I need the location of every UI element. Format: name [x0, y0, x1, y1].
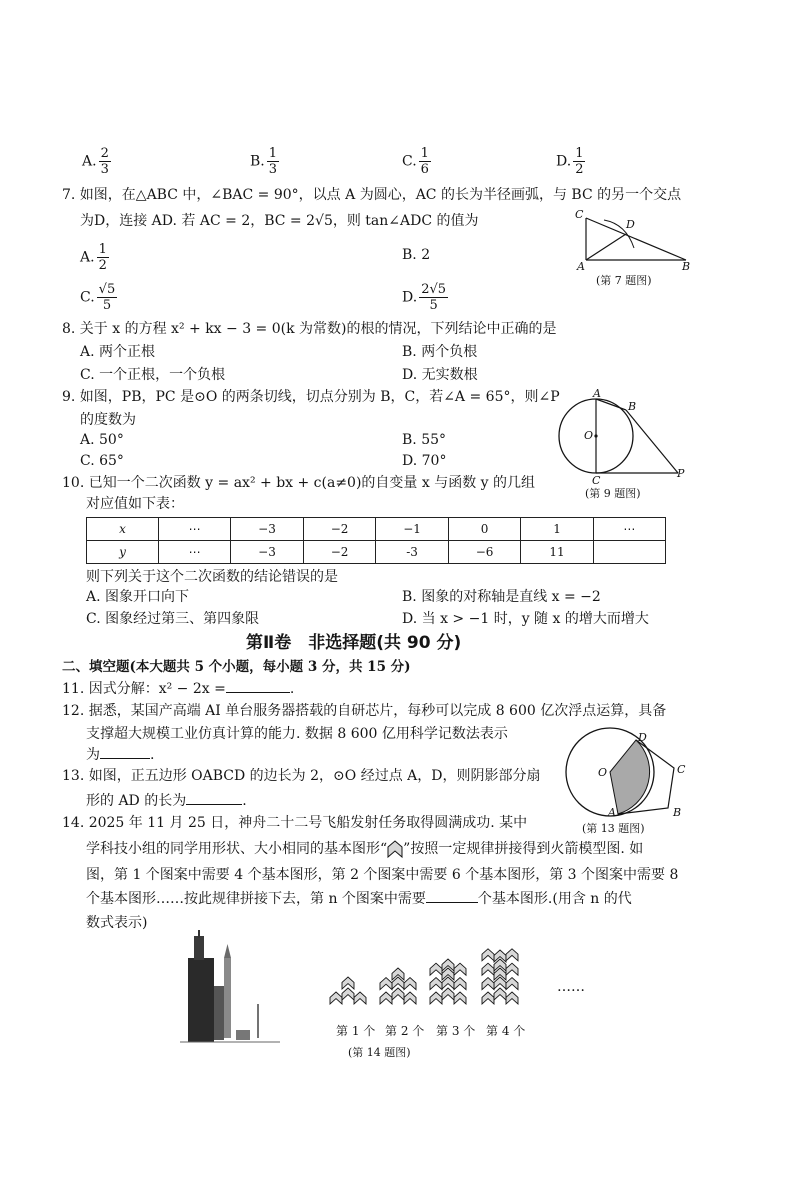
launch-tower	[188, 958, 214, 1042]
pattern-4-side-right	[506, 992, 518, 1004]
q9-option-d: D. 70°	[402, 453, 447, 469]
pattern-4-right-4	[506, 949, 518, 961]
pattern-1-side-right	[354, 992, 366, 1004]
pattern-4-center-1	[494, 988, 506, 1000]
q10-after-text: 则下列关于这个二次函数的结论错误的是	[86, 569, 338, 585]
q9-stem-line2: 的度数为	[80, 412, 136, 428]
table-cell: 1	[521, 518, 593, 541]
q7-stem-line1: 7. 如图，在△ABC 中，∠BAC = 90°，以点 A 为圆心，AC 的长为半径画弧，与 BC 的另一个交点	[62, 187, 682, 203]
q13-label-b: B	[673, 806, 682, 819]
q14-answer-blank[interactable]	[426, 902, 478, 903]
pattern-4-right-2	[506, 978, 518, 990]
q13-figure	[556, 728, 696, 824]
table-cell: −3	[231, 541, 304, 564]
q9-tangent-pb	[626, 410, 678, 473]
q10-option-a: A. 图象开口向下	[86, 589, 190, 605]
q14-line3: 图，第 1 个图案中需要 4 个基本图形，第 2 个图案中需要 6 个基本图形，第 3 个图案中需要 8	[86, 867, 679, 883]
q8-option-b: B. 两个负根	[402, 344, 478, 360]
table-cell: ⋯	[593, 518, 665, 541]
q10-stem-line2: 对应值如下表：	[86, 496, 184, 512]
pattern-3-left-3	[430, 963, 442, 975]
q9-label-b: B	[628, 400, 637, 413]
rocket-launch-photo	[180, 930, 280, 1052]
table-cell: −2	[303, 541, 376, 564]
pattern-2-center-1	[392, 988, 404, 1000]
q9-label-c: C	[592, 474, 601, 487]
table-cell: −3	[231, 518, 304, 541]
q12-answer-blank[interactable]	[100, 758, 150, 759]
pattern-label-1: 第 1 个	[336, 1024, 376, 1038]
tower-top	[194, 936, 204, 960]
q8-stem: 8. 关于 x 的方程 x² + kx − 3 = 0(k 为常数)的根的情况，下列结论中正确的是	[62, 321, 557, 337]
q7-label-d: D	[626, 218, 635, 231]
q9-option-c: C. 65°	[80, 453, 124, 469]
q7-label-b: B	[682, 260, 691, 273]
q13-line2: 形的 AD 的长为 .	[86, 793, 247, 809]
pattern-3-left-2	[430, 978, 442, 990]
pattern-3-center-1	[442, 988, 454, 1000]
q14-line5: 数式表示)	[86, 915, 148, 931]
q10-option-d: D. 当 x > −1 时，y 随 x 的增大而增大	[402, 611, 649, 627]
pattern-label-4: 第 4 个	[486, 1024, 526, 1038]
pattern-2-side-left	[380, 992, 392, 1004]
q6-option-d: D. $\frac{1}{2}$	[556, 146, 584, 177]
pattern-4-left-3	[482, 963, 494, 975]
pattern-3-side-right	[454, 992, 466, 1004]
q13-shaded-sector	[610, 740, 650, 814]
q7-option-d: D. $\frac{2√5}{5}$	[402, 282, 447, 313]
pattern-4-right-3	[506, 963, 518, 975]
table-cell: −6	[448, 541, 521, 564]
q8-option-a: A. 两个正根	[80, 344, 156, 360]
table-cell: ⋯	[159, 518, 231, 541]
pattern-label-2: 第 2 个	[385, 1024, 425, 1038]
pattern-1-center-2	[342, 977, 354, 989]
q10-stem-line1: 10. 已知一个二次函数 y = ax² + bx + c(a≠0)的自变量 x 与函数 y 的几组	[62, 475, 536, 491]
rocket-nose	[224, 944, 231, 958]
q12-line3: 为 .	[86, 747, 155, 763]
pattern-2-left-2	[380, 978, 392, 990]
q13-line1: 13. 如图，正五边形 OABCD 的边长为 2，⊙O 经过点 A，D，则阴影部分扇	[62, 768, 541, 784]
q9-stem-line1: 9. 如图，PB，PC 是⊙O 的两条切线，切点分别为 B，C，若∠A = 65°，则∠P	[62, 389, 560, 405]
q14-pattern-figures	[322, 930, 552, 1020]
section2-heading: 二、填空题(本大题共 5 个小题，每小题 3 分，共 15 分)	[62, 659, 411, 675]
ground-building	[236, 1030, 250, 1040]
pattern-1-side-left	[330, 992, 342, 1004]
q12-line2: 支撑超大规模工业仿真计算的能力. 数据 8 600 亿用科学记数法表示	[86, 726, 508, 742]
q14-caption: (第 14 题图)	[348, 1046, 411, 1059]
q13-label-d: D	[638, 731, 647, 744]
q8-option-d: D. 无实数根	[402, 367, 478, 383]
q13-label-c: C	[677, 763, 686, 776]
table-cell	[593, 541, 665, 564]
pattern-3-right-2	[454, 978, 466, 990]
q9-label-o: O	[584, 429, 594, 442]
pattern-4-left-4	[482, 949, 494, 961]
table-cell: x	[87, 518, 159, 541]
table-cell: −1	[376, 518, 449, 541]
q7-segment-bc	[586, 218, 686, 260]
q9-label-p: P	[677, 467, 685, 480]
q13-label-o: O	[598, 766, 608, 779]
q9-option-a: A. 50°	[80, 432, 124, 448]
q9-label-a: A	[593, 387, 601, 400]
q9-caption: (第 9 题图)	[585, 487, 641, 500]
table-cell: −2	[303, 518, 376, 541]
pattern-4-side-left	[482, 992, 494, 1004]
q11-stem: 11. 因式分解：x² − 2x = .	[62, 681, 295, 697]
q6-option-a: A. $\frac{2}{3}$	[82, 146, 109, 177]
q9-option-b: B. 55°	[402, 432, 447, 448]
q12-line1: 12. 据悉，某国产高端 AI 单台服务器搭载的自研芯片，每秒可以完成 8 600 亿次浮点运算，具备	[62, 703, 667, 719]
q7-stem-line2: 为D，连接 AD. 若 AC = 2，BC = 2√5，则 tan∠ADC 的值为	[80, 213, 479, 229]
table-cell: -3	[376, 541, 449, 564]
pattern-4-left-2	[482, 978, 494, 990]
pattern-label-3: 第 3 个	[436, 1024, 476, 1038]
q6-option-b: B. $\frac{1}{3}$	[250, 146, 278, 177]
table-cell: 0	[448, 518, 521, 541]
q7-option-b: B. 2	[402, 247, 431, 263]
pattern-1-center-1	[342, 988, 354, 1000]
q14-line4: 个基本图形……按此规律拼接下去，第 n 个图案中需要 个基本图形.(用含 n 的代	[86, 891, 632, 907]
q10-value-table	[86, 517, 666, 564]
q9-chord-ab	[596, 399, 626, 410]
q7-caption: (第 7 题图)	[596, 274, 652, 287]
pattern-2-right-2	[404, 978, 416, 990]
q14-ellipsis: ……	[557, 979, 585, 995]
q10-option-b: B. 图象的对称轴是直线 x = −2	[402, 589, 601, 605]
chevron-shape-icon	[387, 840, 403, 858]
q11-answer-blank[interactable]	[226, 692, 290, 693]
rocket-body	[224, 958, 231, 1038]
q9-center-dot	[594, 434, 597, 437]
part2-title: 第Ⅱ卷 非选择题(共 90 分)	[246, 633, 462, 653]
table-cell: ⋯	[159, 541, 231, 564]
tower-arm	[214, 986, 224, 1040]
q14-line2: 学科技小组的同学用形状、大小相同的基本图形“ ”按照一定规律拼接得到火箭模型图. 如	[86, 841, 644, 857]
q7-label-a: A	[577, 260, 585, 273]
table-cell: 11	[521, 541, 593, 564]
q7-option-c: C. $\frac{√5}{5}$	[80, 282, 116, 313]
q7-segment-ad	[586, 234, 626, 260]
table-row	[87, 541, 666, 564]
q7-label-c: C	[575, 208, 584, 221]
q13-caption: (第 13 题图)	[582, 822, 645, 835]
q7-figure	[570, 208, 700, 278]
q10-option-c: C. 图象经过第三、第四象限	[86, 611, 260, 627]
q8-option-c: C. 一个正根，一个负根	[80, 367, 226, 383]
q9-figure	[556, 387, 696, 487]
q13-label-a: A	[608, 806, 616, 819]
pattern-3-side-left	[430, 992, 442, 1004]
table-row	[87, 518, 666, 541]
q7-option-a: A. $\frac{1}{2}$	[80, 242, 107, 273]
pattern-2-side-right	[404, 992, 416, 1004]
q14-line1: 14. 2025 年 11 月 25 日，神舟二十二号飞船发射任务取得圆满成功. 某中	[62, 815, 528, 831]
q13-answer-blank[interactable]	[186, 804, 242, 805]
pattern-3-right-3	[454, 963, 466, 975]
q6-option-c: C. $\frac{1}{6}$	[402, 146, 429, 177]
table-cell: y	[87, 541, 159, 564]
